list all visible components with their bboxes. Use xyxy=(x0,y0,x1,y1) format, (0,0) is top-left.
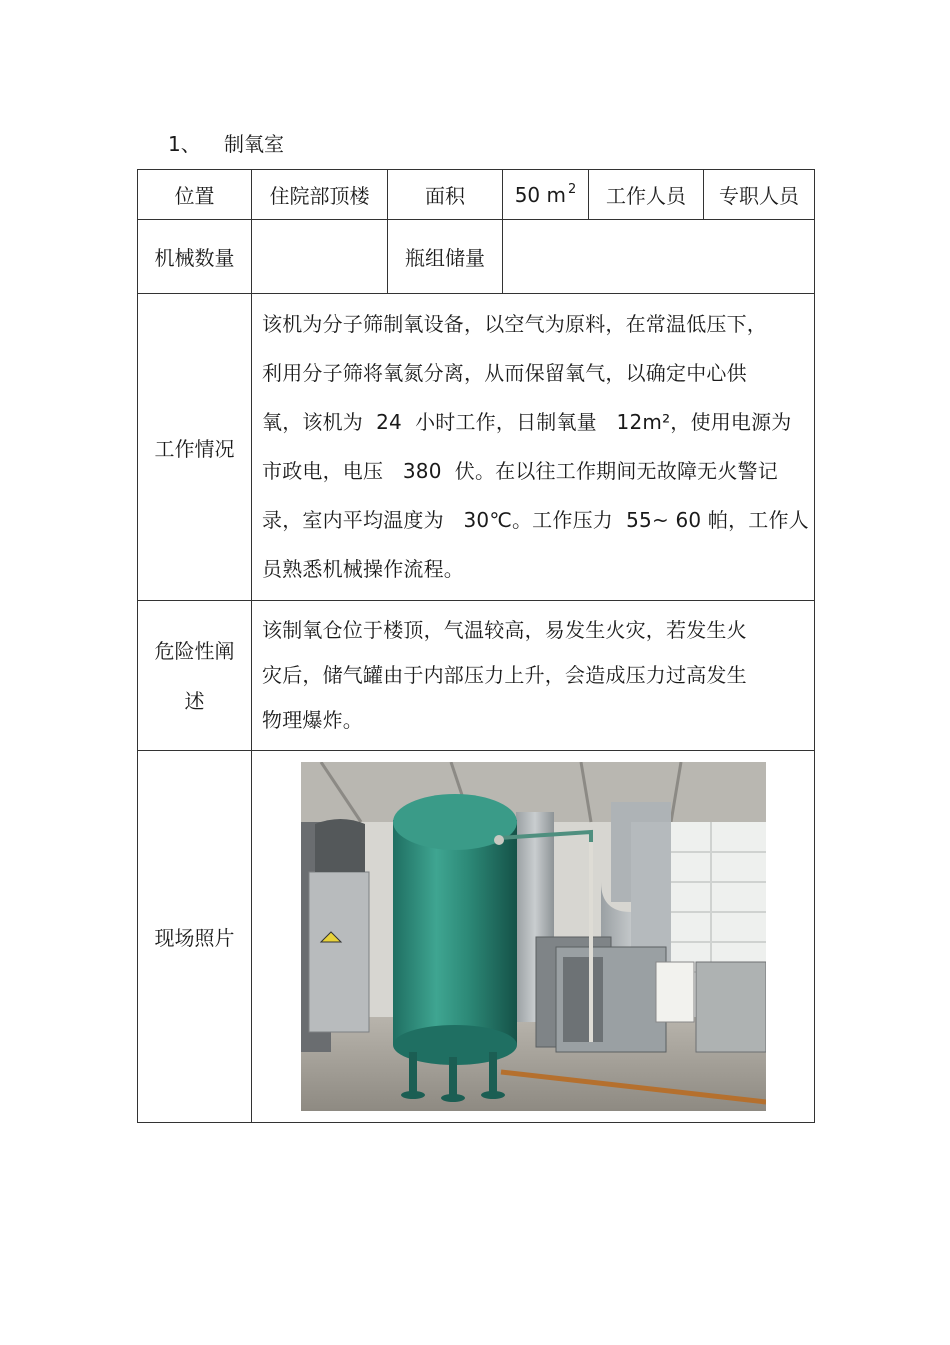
cylinder-storage-value xyxy=(503,220,815,294)
area-unit-superscript: 2 xyxy=(568,182,577,197)
risk-text xyxy=(252,601,815,751)
work-line: 氧，该机为 24 小时工作，日制氧量 12m²，使用电源为 xyxy=(262,410,792,434)
work-status-label: 工作情况 xyxy=(138,294,252,601)
photo-label: 现场照片 xyxy=(138,751,252,1123)
site-photo xyxy=(301,762,766,1111)
risk-line: 灾后，储气罐由于内部压力上升，会造成压力过高发生 xyxy=(262,663,747,687)
risk-label-line: 危险性阐 xyxy=(154,638,235,663)
section-heading xyxy=(168,130,284,158)
table-row xyxy=(138,751,815,1123)
machine-count-label: 机械数量 xyxy=(138,220,252,294)
table-row xyxy=(138,220,815,294)
table-row xyxy=(138,601,815,751)
work-line: 录，室内平均温度为 30℃。工作压力 55~ 60 帕，工作人 xyxy=(262,508,809,532)
machine-count-value xyxy=(252,220,388,294)
oxygen-room-table xyxy=(137,169,815,1123)
section-title: 制氧室 xyxy=(224,132,284,156)
work-line: 员熟悉机械操作流程。 xyxy=(262,557,464,581)
area-value: 50 m xyxy=(514,183,566,207)
work-line: 利用分子筛将氧氮分离，从而保留氧气，以确定中心供 xyxy=(262,361,747,385)
table-row xyxy=(138,294,815,601)
area-value-cell xyxy=(503,170,589,220)
work-line: 市政电，电压 380 伏。在以往工作期间无故障无火警记 xyxy=(262,459,778,483)
work-line: 该机为分子筛制氧设备，以空气为原料，在常温低压下， xyxy=(262,312,767,336)
table-row xyxy=(138,170,815,220)
photo-cell xyxy=(252,751,815,1123)
risk-label-line: 述 xyxy=(184,688,205,713)
risk-label xyxy=(138,601,252,751)
risk-line: 该制氧仓位于楼顶，气温较高，易发生火灾，若发生火 xyxy=(262,618,747,642)
location-value: 住院部顶楼 xyxy=(252,170,388,220)
staff-label: 工作人员 xyxy=(589,170,704,220)
staff-value: 专职人员 xyxy=(704,170,815,220)
area-label: 面积 xyxy=(388,170,503,220)
work-status-text xyxy=(252,294,815,601)
cylinder-storage-label: 瓶组储量 xyxy=(388,220,503,294)
risk-line: 物理爆炸。 xyxy=(262,708,363,732)
location-label: 位置 xyxy=(138,170,252,220)
section-number: 1、 xyxy=(168,132,201,156)
